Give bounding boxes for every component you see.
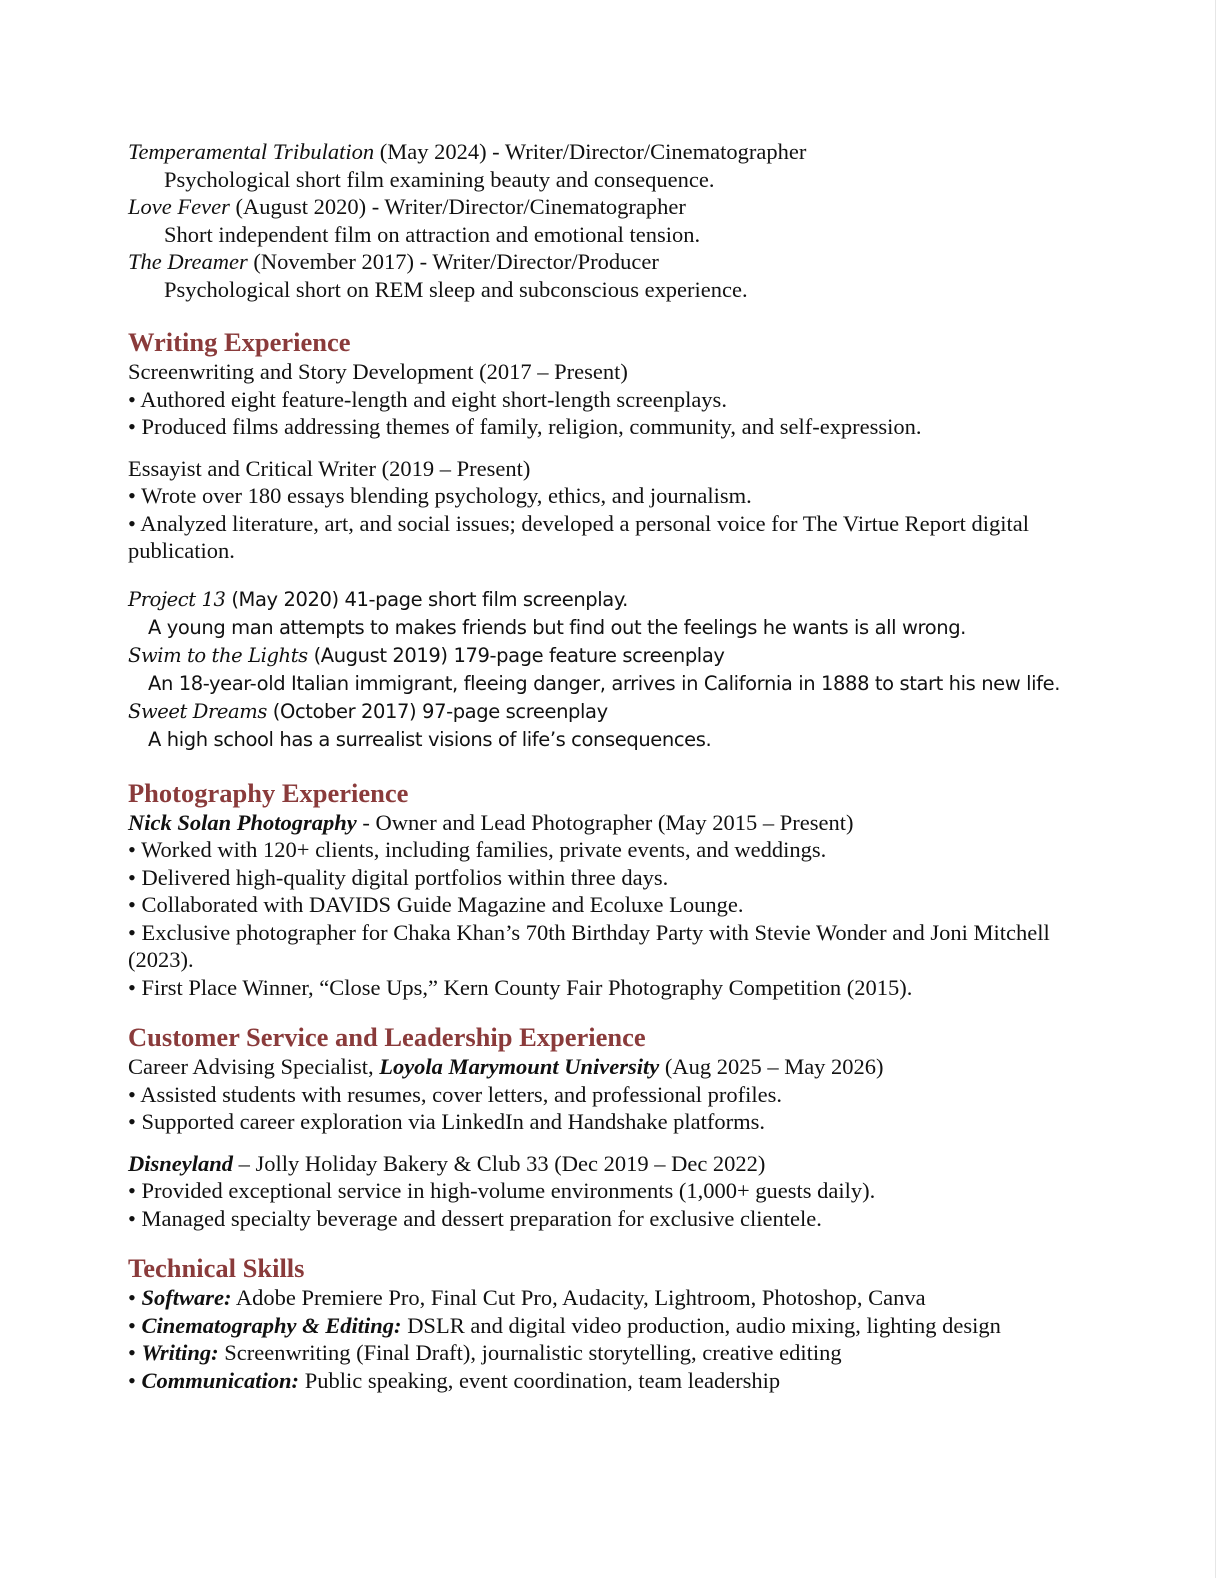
bullet-item: • Delivered high-quality digital portfolios within three days. [128,864,669,890]
role-detail: – Jolly Holiday Bakery & Club 33 (Dec 2019 – Dec 2022) [233,1150,766,1176]
bullet-item: • Collaborated with DAVIDS Guide Magazine and Ecoluxe Lounge. [128,892,744,917]
skill-label: Writing: [141,1340,219,1365]
skill-item [128,1284,1108,1312]
screenplay-description: An 18-year-old Italian immigrant, fleeing danger, arrives in California in 1888 to start his new life. [148,671,1060,695]
bullet-item: • Authored eight feature-length and eight short-length screenplays. [128,386,727,412]
bullet-item: • Produced films addressing themes of family, religion, community, and self-expression. [128,414,922,439]
screenplay-description: A high school has a surrealist visions of life’s consequences. [148,727,712,751]
role-title [128,1053,1108,1081]
screenplay-entry [128,642,1108,670]
bullet-item: • Wrote over 180 essays blending psychology, ethics, and journalism. [128,483,752,508]
screenplay-meta: (October 2017) 97-page screenplay [266,699,608,723]
film-title: The Dreamer [128,249,248,274]
photography-section [128,778,1108,1002]
screenplay-title: Project 13 [128,587,226,611]
film-entry [128,248,1108,276]
film-meta: (May 2024) - Writer/Director/Cinematographer [374,139,807,164]
bullet-item: • Assisted students with resumes, cover letters, and professional profiles. [128,1081,783,1107]
film-description: Short independent film on attraction and emotional tension. [164,221,701,247]
role-title [128,809,1108,837]
skill-value: Screenwriting (Final Draft), journalistic storytelling, creative editing [218,1340,842,1365]
film-entry [128,138,1108,166]
section-heading: Writing Experience [128,327,351,357]
skill-item [128,1367,1108,1395]
film-description: Psychological short film examining beauty and consequence. [164,166,715,192]
role-detail: (Aug 2025 – May 2026) [659,1054,884,1079]
film-title: Temperamental Tribulation [128,139,375,164]
skill-value: Public speaking, event coordination, team leadership [299,1367,781,1393]
screenplay-title: Swim to the Lights [128,643,308,667]
role-detail: - Owner and Lead Photographer (May 2015 – Present) [356,809,854,835]
bullet-item: • Analyzed literature, art, and social issues; developed a personal voice for The Virtue Report digital publication. [128,510,1030,563]
resume-content [128,138,1108,1394]
film-entry [128,193,1108,221]
bullet-item: • Exclusive photographer for Chaka Khan’s 70th Birthday Party with Stevie Wonder and Joni Mitchell (2023). [128,919,1050,972]
bullet-mark: • [128,1312,142,1338]
role-title: Essayist and Critical Writer (2019 – Present) [128,455,531,481]
skill-label: Cinematography & Editing: [141,1312,402,1338]
skill-value: DSLR and digital video production, audio mixing, lighting design [401,1312,1001,1338]
section-heading: Technical Skills [128,1253,305,1283]
screenplay-meta: (August 2019) 179-page feature screenplay [307,643,725,667]
skill-label: Software: [141,1285,232,1310]
bullet-item: • Managed specialty beverage and dessert preparation for exclusive clientele. [128,1205,822,1231]
screenplay-entry [128,586,1108,614]
bullet-item: • Supported career exploration via LinkedIn and Handshake platforms. [128,1109,766,1134]
role-prefix: Career Advising Specialist, [128,1054,380,1079]
skill-value: Adobe Premiere Pro, Final Cut Pro, Audacity, Lightroom, Photoshop, Canva [231,1285,926,1310]
bullet-mark: • [128,1340,142,1365]
company-name: Nick Solan Photography [128,809,357,835]
company-name: Loyola Marymount University [379,1054,660,1079]
section-heading: Photography Experience [128,777,409,808]
bullet-item: • Provided exceptional service in high-volume environments (1,000+ guests daily). [128,1178,876,1203]
company-name: Disneyland [128,1150,234,1176]
bullet-mark: • [128,1285,142,1310]
skill-item [128,1339,1108,1367]
bullet-item: • First Place Winner, “Close Ups,” Kern County Fair Photography Competition (2015). [128,974,913,1000]
screenplay-title: Sweet Dreams [128,699,267,723]
film-meta: (August 2020) - Writer/Director/Cinematographer [229,194,686,219]
screenplay-list [128,586,1108,754]
role-title [128,1150,1108,1178]
role-title: Screenwriting and Story Development (2017 – Present) [128,359,628,384]
film-description: Psychological short on REM sleep and subconscious experience. [164,276,748,302]
section-heading: Customer Service and Leadership Experience [128,1022,646,1052]
film-meta: (November 2017) - Writer/Director/Producer [247,249,659,274]
skill-label: Communication: [141,1367,300,1393]
writing-section [128,327,1108,754]
screenplay-description: A young man attempts to makes friends but find out the feelings he wants is all wrong. [148,615,966,639]
skills-section [128,1253,1108,1394]
film-list [128,138,1108,303]
screenplay-entry [128,698,1108,726]
film-title: Love Fever [128,194,230,219]
skill-item [128,1312,1108,1340]
bullet-item: • Worked with 120+ clients, including families, private events, and weddings. [128,837,827,862]
service-section [128,1022,1108,1232]
screenplay-meta: (May 2020) 41-page short film screenplay. [225,587,628,611]
bullet-mark: • [128,1367,142,1393]
